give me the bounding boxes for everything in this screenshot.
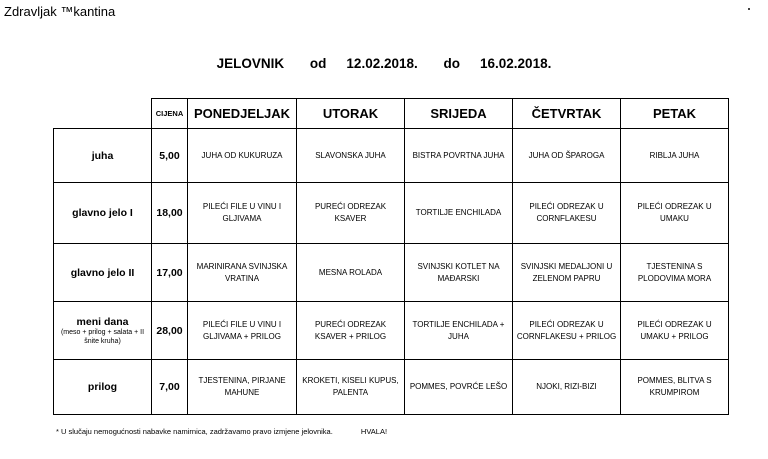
category-cell [54,360,152,415]
dish-cell: BISTRA POVRTNA JUHA [405,129,513,183]
table-row [54,183,729,244]
category-label: glavno jelo I [72,207,133,219]
dish-cell: MESNA ROLADA [297,244,405,302]
day-header: PONEDJELJAK [188,99,297,129]
brand-name: Zdravljak ™kantina [4,4,116,19]
category-label: meni dana [76,315,129,328]
dish-cell: SVINJSKI MEDALJONI U ZELENOM PAPRU [513,244,621,302]
price-cell: 28,00 [152,302,188,360]
thanks-text: HVALA! [360,427,388,436]
dish-cell: PUREĆI ODREZAK KSAVER + PRILOG [297,302,405,360]
to-date: 16.02.2018. [480,56,552,71]
dish-cell: PILEĆI ODREZAK U CORNFLAKESU + PRILOG [513,302,621,360]
dish-cell: JUHA OD KUKURUZA [188,129,297,183]
dish-cell: JUHA OD ŠPAROGA [513,129,621,183]
dish-cell: PILEĆI ODREZAK U CORNFLAKESU [513,183,621,244]
day-header: PETAK [621,99,729,129]
category-label: juha [91,149,114,162]
dish-cell: SLAVONSKA JUHA [297,129,405,183]
dish-cell: PILEĆI FILE U VINU I GLJIVAMA + PRILOG [188,302,297,360]
corner-mark [748,8,750,10]
dish-cell: TORTILJE ENCHILADA + JUHA [405,302,513,360]
title-label: JELOVNIK [216,56,285,71]
menu-title [0,56,768,71]
dish-cell: POMMES, POVRĆE LEŠO [405,360,513,415]
price-header: CIJENA [152,99,188,129]
price-cell: 7,00 [152,360,188,415]
dish-cell: SVINJSKI KOTLET NA MAĐARSKI [405,244,513,302]
table-row [54,360,729,415]
header-row [54,99,729,129]
dish-cell: PILEĆI ODREZAK U UMAKU [621,183,729,244]
dish-cell: PILEĆI ODREZAK U UMAKU + PRILOG [621,302,729,360]
price-cell: 17,00 [152,244,188,302]
category-label: prilog [87,381,118,393]
day-header: ČETVRTAK [513,99,621,129]
dish-cell: POMMES, BLITVA S KRUMPIROM [621,360,729,415]
dish-cell: NJOKI, RIZI-BIZI [513,360,621,415]
dish-cell: TORTILJE ENCHILADA [405,183,513,244]
dish-cell: RIBLJA JUHA [621,129,729,183]
dish-cell: PILEĆI FILE U VINU I GLJIVAMA [188,183,297,244]
category-cell [54,183,152,244]
from-date: 12.02.2018. [346,56,418,71]
category-cell [54,129,152,183]
header-blank [54,99,152,129]
dish-cell: TJESTENINA, PIRJANE MAHUNE [188,360,297,415]
category-subnote: (meso + prilog + salata + II šnite kruha) [60,328,145,345]
dish-cell: KROKETI, KISELI KUPUS, PALENTA [297,360,405,415]
table-row [54,244,729,302]
dish-cell: PUREĆI ODREZAK KSAVER [297,183,405,244]
price-cell: 5,00 [152,129,188,183]
dish-cell: TJESTENINA S PLODOVIMA MORA [621,244,729,302]
footnote [56,427,387,436]
day-header: UTORAK [297,99,405,129]
price-cell: 18,00 [152,183,188,244]
footnote-text: * U slučaju nemogućnosti nabavke namirnica, zadržavamo pravo izmjene jelovnika. [56,427,333,436]
category-label: glavno jelo II [70,266,135,279]
menu-table [53,98,729,415]
day-header: SRIJEDA [405,99,513,129]
to-label: do [443,56,461,71]
category-cell [54,244,152,302]
table-row [54,302,729,360]
from-label: od [309,56,327,71]
dish-cell: MARINIRANA SVINJSKA VRATINA [188,244,297,302]
category-cell [54,302,152,360]
table-row [54,129,729,183]
